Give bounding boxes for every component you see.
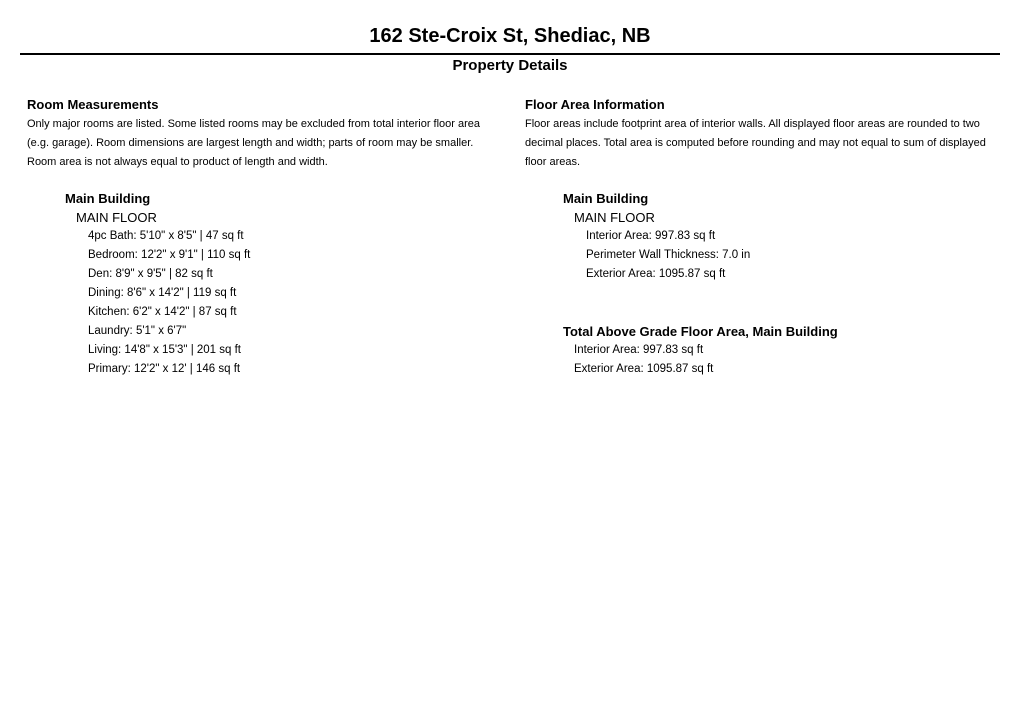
floor-area-list xyxy=(563,227,750,284)
room-building-block xyxy=(65,189,250,379)
page-title: 162 Ste-Croix St, Shediac, NB xyxy=(369,25,651,47)
note-line: (e.g. garage). Room dimensions are largest length and width; parts of room may be smaller. xyxy=(27,137,474,149)
floor-heading: MAIN FLOOR xyxy=(574,210,655,225)
total-area-list xyxy=(563,341,838,379)
list-item: Interior Area: 997.83 sq ft xyxy=(574,344,704,356)
floor-area-note xyxy=(525,115,1010,172)
note-line: floor areas. xyxy=(525,156,581,168)
list-item: Exterior Area: 1095.87 sq ft xyxy=(586,268,726,280)
list-item: 4pc Bath: 5'10" x 8'5" | 47 sq ft xyxy=(88,230,244,242)
list-item: Den: 8'9" x 9'5" | 82 sq ft xyxy=(88,268,213,280)
list-item: Interior Area: 997.83 sq ft xyxy=(586,230,716,242)
page-subtitle: Property Details xyxy=(452,57,568,74)
note-line: Floor areas include footprint area of interior walls. All displayed floor areas are rounded to two xyxy=(525,118,980,130)
room-measurements-note xyxy=(27,115,502,172)
room-measurements-section xyxy=(27,96,502,375)
list-item: Primary: 12'2" x 12' | 146 sq ft xyxy=(88,363,241,375)
list-item: Perimeter Wall Thickness: 7.0 in xyxy=(586,249,751,261)
note-line: Room area is not always equal to product of length and width. xyxy=(27,156,328,168)
floor-area-building-block xyxy=(563,189,750,284)
list-item: Bedroom: 12'2" x 9'1" | 110 sq ft xyxy=(88,249,251,261)
note-line: decimal places. Total area is computed before rounding and may not equal to sum of displayed xyxy=(525,137,986,149)
total-area-heading: Total Above Grade Floor Area, Main Building xyxy=(563,324,838,339)
list-item: Laundry: 5'1" x 6'7" xyxy=(88,325,187,337)
list-item: Dining: 8'6" x 14'2" | 119 sq ft xyxy=(88,287,237,299)
building-heading: Main Building xyxy=(563,191,649,206)
title-divider xyxy=(20,53,1000,55)
list-item: Exterior Area: 1095.87 sq ft xyxy=(574,363,714,375)
list-item: Living: 14'8" x 15'3" | 201 sq ft xyxy=(88,344,241,356)
floor-area-heading: Floor Area Information xyxy=(525,97,665,112)
room-measurements-heading: Room Measurements xyxy=(27,97,159,112)
floor-heading: MAIN FLOOR xyxy=(76,210,157,225)
total-area-block xyxy=(563,322,838,379)
room-list xyxy=(65,227,250,379)
floor-area-section xyxy=(525,96,1010,375)
building-heading: Main Building xyxy=(65,191,151,206)
list-item: Kitchen: 6'2" x 14'2" | 87 sq ft xyxy=(88,306,237,318)
note-line: Only major rooms are listed. Some listed rooms may be excluded from total interior floor area xyxy=(27,118,481,130)
